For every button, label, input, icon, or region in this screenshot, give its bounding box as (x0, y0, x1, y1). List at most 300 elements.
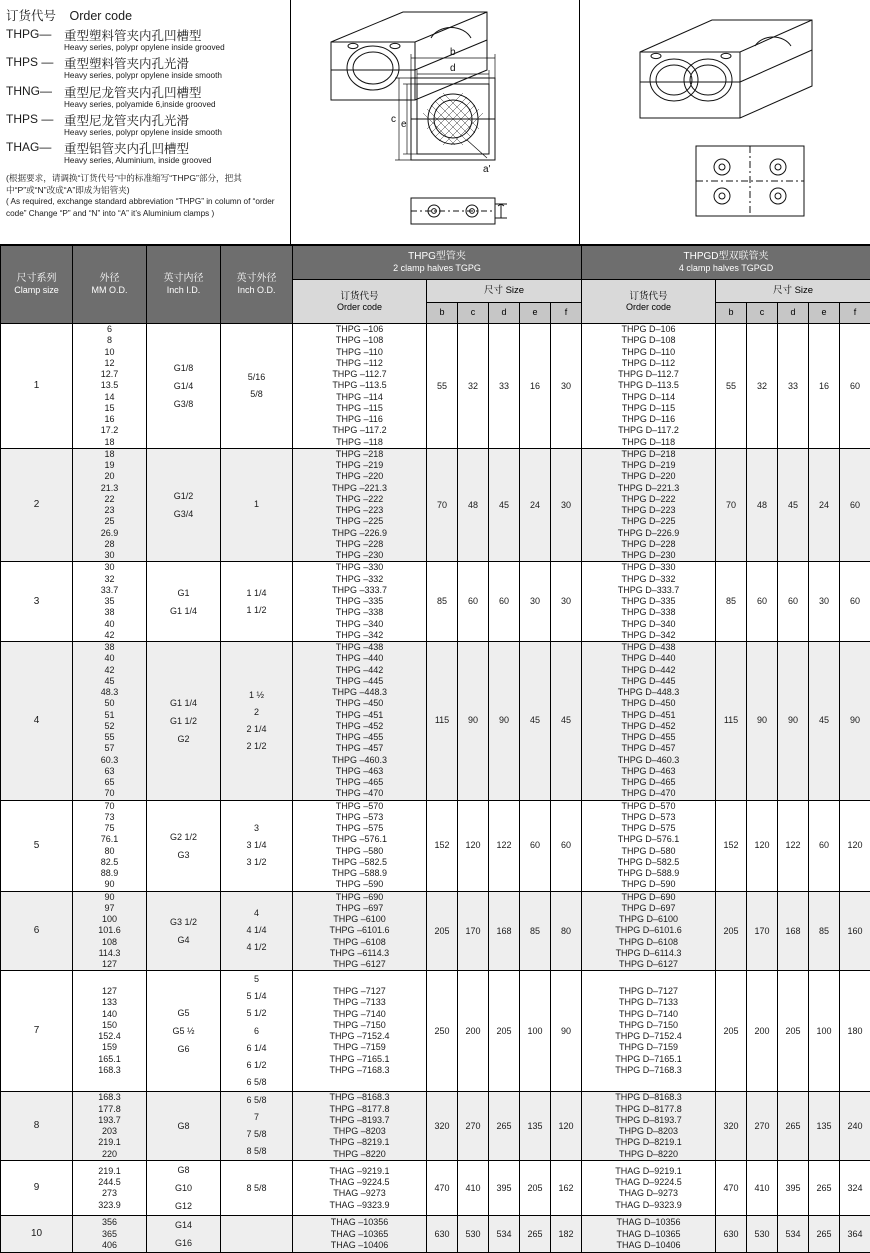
legend-code-en: Heavy series, polyamide 6,inside grooved (64, 100, 282, 110)
cell-line: THPG –335 (293, 596, 426, 607)
cell-line: 21.3 (73, 483, 146, 494)
cell-size-2: 364 (840, 1216, 870, 1253)
cell-line: 193.7 (73, 1115, 146, 1126)
cell-size-1: 48 (458, 448, 489, 562)
cell-size-1: 60 (458, 562, 489, 642)
cell-line: 114.3 (73, 948, 146, 959)
cell-size-1: 320 (427, 1091, 458, 1160)
cell-line: 57 (73, 743, 146, 754)
cell-line: THPG D–463 (582, 766, 715, 777)
cell-line: THPG D–576.1 (582, 834, 715, 845)
cell-line: 32 (73, 574, 146, 585)
cell-line: THAG D–10406 (582, 1240, 715, 1251)
cell-line: 73 (73, 812, 146, 823)
cell-line: THPG D–8177.8 (582, 1104, 715, 1115)
cell-line: G14 (147, 1216, 220, 1234)
cell-clamp-size: 6 (1, 891, 73, 971)
cell-size-1: 250 (427, 971, 458, 1092)
cell-line: 6 (73, 324, 146, 335)
legend-code-key: THAG— (6, 139, 64, 154)
cell-line: THPG D–6114.3 (582, 948, 715, 959)
legend-code-en: Heavy series, polypr opylene inside smooth (64, 128, 282, 138)
cell-line: THAG D–10365 (582, 1229, 715, 1240)
cell-line: G3/4 (147, 505, 220, 523)
cell-size-2: 85 (716, 562, 747, 642)
th-size-1-label: 尺寸 Size (427, 285, 581, 296)
cell-line: G8 (147, 1161, 220, 1179)
cell-size-1: 395 (489, 1161, 520, 1216)
cell-line: THPG D–470 (582, 788, 715, 799)
cell-line: THPG D–451 (582, 710, 715, 721)
cell-size-1: 90 (551, 971, 582, 1092)
cell-line: THPG –6127 (293, 959, 426, 970)
legend-code-cn: 重型铝管夹内孔凹槽型 (64, 139, 189, 157)
cell-size-1: 16 (520, 324, 551, 449)
cell-line: 65 (73, 777, 146, 788)
order-code-legend (0, 0, 291, 244)
cell-line: THPG D–582.5 (582, 857, 715, 868)
cell-line: G2 (147, 730, 220, 748)
cell-line: THPG –570 (293, 801, 426, 812)
cell-line: 365 (73, 1229, 146, 1240)
cell-size-2: 205 (716, 971, 747, 1092)
th-size-2 (716, 280, 870, 303)
cell-order-code-2 (582, 642, 716, 801)
cell-line: THPG –8220 (293, 1149, 426, 1160)
cell-line: 45 (73, 676, 146, 687)
cell-line: THPG D–116 (582, 414, 715, 425)
cell-line: 2 (221, 704, 292, 721)
cell-line: 2 1/2 (221, 738, 292, 755)
cell-size-2: 410 (747, 1161, 778, 1216)
cell-line: G1/2 (147, 487, 220, 505)
cell-line: G1 1/4 (147, 602, 220, 620)
cell-order-code-1 (293, 971, 427, 1092)
cell-od-inch (221, 562, 293, 642)
cell-line: 6 (221, 1023, 292, 1040)
cell-line: 127 (73, 986, 146, 997)
cell-size-1: 205 (489, 971, 520, 1092)
cell-size-2: 395 (778, 1161, 809, 1216)
cell-line: THPG –463 (293, 766, 426, 777)
cell-id-inch (147, 1216, 221, 1253)
table-row (1, 562, 870, 642)
cell-line: THPG D–450 (582, 698, 715, 709)
cell-line: THPG D–114 (582, 392, 715, 403)
cell-line: 38 (73, 607, 146, 618)
cell-size-1: 122 (489, 800, 520, 891)
cell-line: 8 (73, 335, 146, 346)
cell-line: 1 (221, 496, 292, 513)
cell-od-inch (221, 800, 293, 891)
cell-size-1: 33 (489, 324, 520, 449)
cell-line: THPG –6108 (293, 937, 426, 948)
cell-line: 5/16 (221, 369, 292, 386)
cell-line: 6 5/8 (221, 1092, 292, 1109)
cell-size-1: 60 (551, 800, 582, 891)
cell-line: 7 (221, 1109, 292, 1126)
cell-size-2: 24 (809, 448, 840, 562)
cell-line: 273 (73, 1188, 146, 1199)
legend-code-key: THPS — (6, 54, 64, 69)
th-c-2: c (747, 302, 778, 323)
cell-line: THPG D–230 (582, 550, 715, 561)
cell-line: THPG –8177.8 (293, 1104, 426, 1115)
cell-line: G3 (147, 846, 220, 864)
cell-line: THPG –117.2 (293, 425, 426, 436)
legend-code-cn: 重型塑料管夹内孔光滑 (64, 54, 189, 72)
cell-line: THPG D–115 (582, 403, 715, 414)
cell-line: G3 1/2 (147, 913, 220, 931)
cell-line: THPG –451 (293, 710, 426, 721)
th-od-inch-en: Inch O.D. (221, 285, 292, 296)
cell-line: 18 (73, 449, 146, 460)
cell-line: 4 1/2 (221, 939, 292, 956)
cell-line: THPG –118 (293, 437, 426, 448)
th-b-1: b (427, 302, 458, 323)
cell-size-2: 200 (747, 971, 778, 1092)
th-group-thpgd-en: 4 clamp halves TGPGD (582, 263, 870, 274)
cell-line: THPG –7150 (293, 1020, 426, 1031)
cell-line: THPG D–340 (582, 619, 715, 630)
legend-title-en: Order code (70, 9, 133, 23)
cell-line: 42 (73, 630, 146, 641)
cell-line: THPG D–226.9 (582, 528, 715, 539)
cell-size-1: 115 (427, 642, 458, 801)
cell-od-mm (73, 891, 147, 971)
cell-size-1: 120 (458, 800, 489, 891)
cell-line: 1 1/2 (221, 602, 292, 619)
cell-line: 140 (73, 1009, 146, 1020)
th-d-2: d (778, 302, 809, 323)
cell-line: THPG D–335 (582, 596, 715, 607)
cell-line: THPG D–438 (582, 642, 715, 653)
th-f-2: f (840, 302, 870, 323)
cell-line: 15 (73, 403, 146, 414)
cell-line: THPG –470 (293, 788, 426, 799)
cell-line: G2 1/2 (147, 828, 220, 846)
th-od-inch (221, 246, 293, 324)
cell-line: THPG D–8193.7 (582, 1115, 715, 1126)
cell-line: 25 (73, 516, 146, 527)
cell-order-code-1 (293, 1216, 427, 1253)
cell-line: G5 ½ (147, 1022, 220, 1040)
th-order-code-1 (293, 280, 427, 324)
cell-id-inch (147, 562, 221, 642)
th-id-inch (147, 246, 221, 324)
cell-line: 80 (73, 846, 146, 857)
cell-clamp-size: 5 (1, 800, 73, 891)
th-c-1: c (458, 302, 489, 323)
drawing-double-clamp (580, 0, 869, 244)
cell-size-1: 45 (489, 448, 520, 562)
cell-line: THPG –438 (293, 642, 426, 653)
cell-line: 5 (221, 971, 292, 988)
cell-line: THPG –230 (293, 550, 426, 561)
cell-size-1: 32 (458, 324, 489, 449)
cell-line: THPG –576.1 (293, 834, 426, 845)
cell-line: 168.3 (73, 1065, 146, 1076)
cell-line: THPG D–108 (582, 335, 715, 346)
cell-line: THPG D–455 (582, 732, 715, 743)
cell-line: THAG –10406 (293, 1240, 426, 1251)
cell-line: THPG D–6127 (582, 959, 715, 970)
cell-size-1: 470 (427, 1161, 458, 1216)
cell-line: THPG –6114.3 (293, 948, 426, 959)
cell-line: G16 (147, 1234, 220, 1252)
cell-size-2: 122 (778, 800, 809, 891)
cell-line: THPG –590 (293, 879, 426, 890)
legend-code-cn: 重型塑料管夹内孔凹槽型 (64, 26, 202, 44)
cell-line: THPG –115 (293, 403, 426, 414)
cell-line: 2 1/4 (221, 721, 292, 738)
cell-line: THPG –342 (293, 630, 426, 641)
th-e-2: e (809, 302, 840, 323)
cell-size-2: 530 (747, 1216, 778, 1253)
cell-line: THPG –219 (293, 460, 426, 471)
cell-size-1: 30 (551, 324, 582, 449)
cell-size-2: 60 (840, 448, 870, 562)
cell-line: THPG D–8220 (582, 1149, 715, 1160)
cell-size-2: 170 (747, 891, 778, 971)
cell-line: THPG D–452 (582, 721, 715, 732)
cell-line: THPG –7168.3 (293, 1065, 426, 1076)
cell-line: 70 (73, 788, 146, 799)
cell-size-2: 265 (809, 1161, 840, 1216)
legend-item (6, 26, 282, 53)
cell-line: 133 (73, 997, 146, 1008)
cell-line: 4 (221, 905, 292, 922)
cell-line: THPG –7127 (293, 986, 426, 997)
cell-size-2: 60 (809, 800, 840, 891)
cell-size-2: 115 (716, 642, 747, 801)
cell-size-2: 45 (809, 642, 840, 801)
cell-line: THPG –455 (293, 732, 426, 743)
cell-size-2: 60 (840, 324, 870, 449)
cell-line: 6 1/4 (221, 1040, 292, 1057)
legend-title-cn: 订货代号 (6, 9, 56, 23)
cell-size-1: 85 (427, 562, 458, 642)
cell-line: THPG –690 (293, 892, 426, 903)
cell-line: 26.9 (73, 528, 146, 539)
cell-size-2: 30 (809, 562, 840, 642)
cell-line: 40 (73, 653, 146, 664)
cell-line: G1/8 (147, 359, 220, 377)
cell-line: THAG D–10356 (582, 1217, 715, 1228)
cell-size-1: 85 (520, 891, 551, 971)
table-row (1, 971, 870, 1092)
cell-od-mm (73, 642, 147, 801)
cell-size-1: 70 (427, 448, 458, 562)
cell-size-1: 170 (458, 891, 489, 971)
cell-line: 60.3 (73, 755, 146, 766)
cell-line: THPG D–106 (582, 324, 715, 335)
cell-size-2: 205 (716, 891, 747, 971)
th-group-thpg-cn: THPG型管夹 (293, 251, 581, 263)
cell-clamp-size: 7 (1, 971, 73, 1092)
cell-line: 6 5/8 (221, 1074, 292, 1091)
th-group-thpgd-cn: THPGD型双联管夹 (582, 251, 870, 263)
cell-line: 323.9 (73, 1200, 146, 1211)
cell-order-code-1 (293, 448, 427, 562)
cell-line: 100 (73, 914, 146, 925)
cell-od-inch (221, 642, 293, 801)
legend-title (6, 6, 282, 24)
th-group-thpg-en: 2 clamp halves TGPG (293, 263, 581, 274)
cell-line: 177.8 (73, 1104, 146, 1115)
th-clamp-size (1, 246, 73, 324)
cell-line: THPG D–7159 (582, 1042, 715, 1053)
cell-od-mm (73, 800, 147, 891)
cell-line: THPG –112 (293, 358, 426, 369)
cell-size-1: 530 (458, 1216, 489, 1253)
cell-line: THAG D–9273 (582, 1188, 715, 1199)
cell-line: THPG –588.9 (293, 868, 426, 879)
cell-od-mm (73, 324, 147, 449)
cell-line: THPG –7133 (293, 997, 426, 1008)
cell-line: THPG D–6108 (582, 937, 715, 948)
cell-line: 76.1 (73, 834, 146, 845)
legend-note-en: ( As required, exchange standard abbreviation “THPG” in column of “order code” Change “P” and “N” into “A” it’s Aluminium clamps ) (6, 196, 282, 218)
cell-line: THPG D–445 (582, 676, 715, 687)
cell-line: THPG D–588.9 (582, 868, 715, 879)
cell-line: THAG –9224.5 (293, 1177, 426, 1188)
cell-line: THAG –10365 (293, 1229, 426, 1240)
cell-size-1: 534 (489, 1216, 520, 1253)
cell-order-code-2 (582, 448, 716, 562)
cell-line: THPG D–7152.4 (582, 1031, 715, 1042)
cell-line: THPG –228 (293, 539, 426, 550)
cell-line: THPG –6101.6 (293, 925, 426, 936)
cell-order-code-2 (582, 1161, 716, 1216)
cell-id-inch (147, 971, 221, 1092)
cell-id-inch (147, 324, 221, 449)
cell-line: 3 (221, 820, 292, 837)
cell-size-2: 32 (747, 324, 778, 449)
legend-code-key: THNG— (6, 83, 64, 98)
cell-line: 219.1 (73, 1137, 146, 1148)
cell-line: THPG –582.5 (293, 857, 426, 868)
cell-size-2: 60 (747, 562, 778, 642)
legend-code-en: Heavy series, polypr opylene inside grooved (64, 43, 282, 53)
cell-line: THPG D–228 (582, 539, 715, 550)
cell-od-mm (73, 448, 147, 562)
th-e-1: e (520, 302, 551, 323)
cell-line: THPG D–112.7 (582, 369, 715, 380)
cell-line: 35 (73, 596, 146, 607)
cell-line: 4 1/4 (221, 922, 292, 939)
cell-order-code-2 (582, 971, 716, 1092)
cell-id-inch (147, 891, 221, 971)
cell-line: 168.3 (73, 1092, 146, 1103)
cell-line: THPG D–218 (582, 449, 715, 460)
th-clamp-size-cn: 尺寸系列 (1, 273, 72, 285)
cell-order-code-1 (293, 800, 427, 891)
cell-size-2: 265 (809, 1216, 840, 1253)
th-group-thpgd (582, 246, 870, 280)
cell-line: THPG D–223 (582, 505, 715, 516)
cell-line: THPG –116 (293, 414, 426, 425)
cell-line: THPG –445 (293, 676, 426, 687)
cell-line: THPG D–6100 (582, 914, 715, 925)
cell-line: THPG –580 (293, 846, 426, 857)
legend-note-cn: (根据要求，请调换“订货代号”中的标准缩写“THPG”部分，把其中“P”或“N”改成“A”即成为铝管夹) (6, 173, 282, 196)
cell-line: 14 (73, 392, 146, 403)
cell-line: THPG –113.5 (293, 380, 426, 391)
cell-line: THPG –223 (293, 505, 426, 516)
cell-line: THPG D–590 (582, 879, 715, 890)
th-order-code-2-cn: 订货代号 (582, 291, 715, 302)
cell-line: THPG D–690 (582, 892, 715, 903)
cell-od-inch (221, 1216, 293, 1253)
cell-line: THPG D–697 (582, 903, 715, 914)
cell-size-1: 265 (520, 1216, 551, 1253)
cell-order-code-1 (293, 1161, 427, 1216)
cell-size-2: 33 (778, 324, 809, 449)
cell-line: 150 (73, 1020, 146, 1031)
cell-line: THPG D–7127 (582, 986, 715, 997)
cell-order-code-2 (582, 562, 716, 642)
cell-line: THPG D–442 (582, 665, 715, 676)
legend-code-en: Heavy series, polypr opylene inside smooth (64, 71, 282, 81)
cell-line: G1 1/4 (147, 694, 220, 712)
cell-order-code-2 (582, 1216, 716, 1253)
cell-size-2: 270 (747, 1091, 778, 1160)
dim-label-c: c (391, 114, 396, 125)
cell-size-1: 200 (458, 971, 489, 1092)
cell-size-1: 60 (489, 562, 520, 642)
cell-id-inch (147, 800, 221, 891)
cell-clamp-size: 1 (1, 324, 73, 449)
cell-line: THAG D–9323.9 (582, 1200, 715, 1211)
cell-od-inch (221, 448, 293, 562)
cell-size-2: 205 (778, 971, 809, 1092)
cell-order-code-2 (582, 891, 716, 971)
cell-clamp-size: 10 (1, 1216, 73, 1253)
cell-line: THPG D–118 (582, 437, 715, 448)
cell-od-mm (73, 971, 147, 1092)
cell-size-2: 85 (809, 891, 840, 971)
th-clamp-size-en: Clamp size (1, 285, 72, 296)
th-od-mm-en: MM O.D. (73, 285, 146, 296)
cell-line: THPG D–333.7 (582, 585, 715, 596)
cell-line: THPG –697 (293, 903, 426, 914)
cell-size-1: 265 (489, 1091, 520, 1160)
th-order-code-1-en: Order code (293, 302, 426, 313)
cell-line: THPG D–7133 (582, 997, 715, 1008)
table-row (1, 1091, 870, 1160)
cell-line: THPG D–330 (582, 562, 715, 573)
cell-line: THPG D–573 (582, 812, 715, 823)
cell-line: 244.5 (73, 1177, 146, 1188)
cell-line: THPG –220 (293, 471, 426, 482)
th-od-mm (73, 246, 147, 324)
cell-line: 12.7 (73, 369, 146, 380)
cell-line: THPG D–222 (582, 494, 715, 505)
cell-line: 90 (73, 879, 146, 890)
cell-size-1: 60 (520, 800, 551, 891)
cell-id-inch (147, 642, 221, 801)
cell-line: THPG –8193.7 (293, 1115, 426, 1126)
cell-line: THPG –8203 (293, 1126, 426, 1137)
cell-size-2: 120 (840, 800, 870, 891)
cell-line: G1 1/2 (147, 712, 220, 730)
cell-line: 40 (73, 619, 146, 630)
cell-line: THPG –226.9 (293, 528, 426, 539)
cell-size-1: 205 (427, 891, 458, 971)
cell-line: 108 (73, 937, 146, 948)
cell-size-2: 120 (747, 800, 778, 891)
